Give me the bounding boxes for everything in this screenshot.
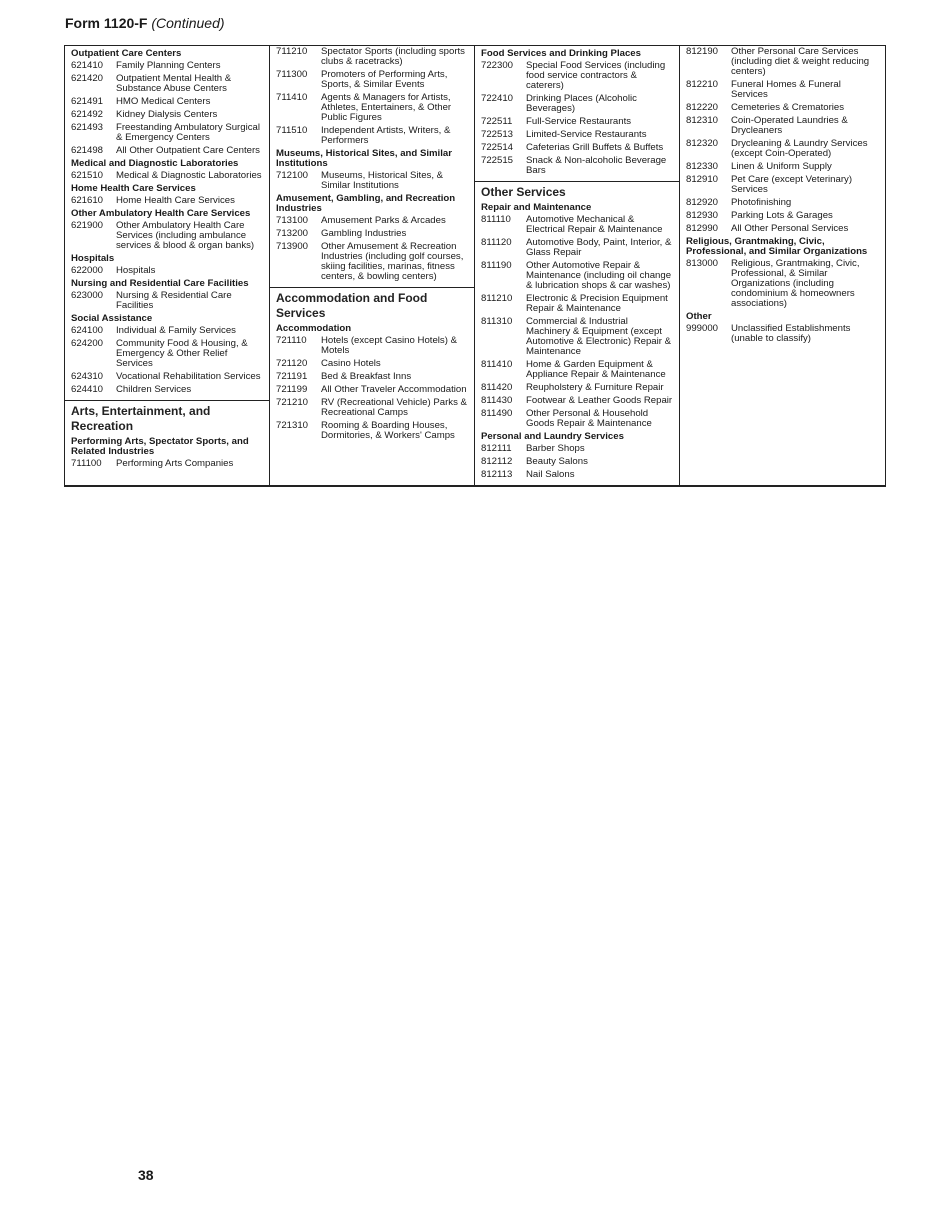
naics-code-table [64, 45, 886, 487]
code-row [686, 103, 880, 113]
code-row [276, 398, 469, 418]
naics-code: 721110 [276, 335, 307, 346]
subgroup-title: Religious, Grantmaking, Civic, Professional, and Similar Organizations [686, 236, 868, 257]
naics-code: 999000 [686, 323, 719, 334]
naics-code: 721199 [276, 384, 308, 395]
code-row [71, 385, 264, 395]
code-row [71, 97, 264, 107]
code-row [686, 211, 880, 221]
naics-code: 813000 [686, 258, 719, 269]
code-row [276, 216, 469, 226]
form-name: Form 1120-F [65, 15, 148, 31]
code-row [481, 130, 674, 140]
code-row [686, 324, 880, 344]
table-section [475, 46, 679, 181]
code-row [481, 261, 674, 291]
activity-description: Community Food & Housing, & Emergency & Other Relief Services [116, 338, 248, 369]
activity-description: Individual & Family Services [116, 325, 236, 336]
naics-code: 621510 [71, 170, 104, 181]
naics-code: 621491 [71, 96, 104, 107]
activity-description: Electronic & Precision Equipment Repair & Maintenance [526, 293, 668, 314]
code-row [71, 459, 264, 469]
activity-description: HMO Medical Centers [116, 96, 211, 107]
naics-code: 624200 [71, 338, 104, 349]
activity-description: Bed & Breakfast Inns [321, 371, 412, 382]
code-row [481, 156, 674, 176]
activity-description: All Other Traveler Accommodation [321, 384, 467, 395]
code-row [481, 117, 674, 127]
activity-description: Reupholstery & Furniture Repair [526, 382, 664, 393]
subgroup-title: Performing Arts, Spectator Sports, and Related Industries [71, 436, 249, 457]
naics-code: 812113 [481, 469, 513, 480]
activity-description: Children Services [116, 384, 192, 395]
code-row [686, 47, 880, 77]
activity-description: Special Food Services (including food service contractors & caterers) [526, 60, 666, 91]
activity-description: Kidney Dialysis Centers [116, 109, 218, 120]
table-section [270, 46, 474, 287]
table-section [680, 46, 885, 349]
activity-description: Photofinishing [731, 197, 792, 208]
code-row [276, 385, 469, 395]
code-row [71, 372, 264, 382]
activity-description: Independent Artists, Writers, & Performers [321, 125, 451, 146]
code-row [481, 238, 674, 258]
activity-description: Drycleaning & Laundry Services (except Coin-Operated) [731, 138, 868, 159]
subgroup-title: Social Assistance [71, 313, 153, 324]
naics-code: 712100 [276, 170, 309, 181]
activity-description: Vocational Rehabilitation Services [116, 371, 261, 382]
naics-code: 624410 [71, 384, 104, 395]
naics-code: 811490 [481, 408, 513, 419]
naics-code: 722511 [481, 116, 513, 127]
activity-description: Snack & Non-alcoholic Beverage Bars [526, 155, 667, 176]
activity-description: Cemeteries & Crematories [731, 102, 845, 113]
naics-code: 722410 [481, 93, 514, 104]
subgroup-title: Other Ambulatory Health Care Services [71, 208, 251, 219]
activity-description: Beauty Salons [526, 456, 588, 467]
major-heading: Other Services [481, 185, 566, 199]
activity-description: All Other Personal Services [731, 223, 849, 234]
naics-code: 811120 [481, 237, 512, 248]
activity-description: Pet Care (except Veterinary) Services [731, 174, 853, 195]
table-section [65, 46, 269, 400]
activity-description: RV (Recreational Vehicle) Parks & Recreational Camps [321, 397, 467, 418]
activity-description: Other Amusement & Recreation Industries (including golf courses, skiing facilities, marinas, fitness centers, & bowling centers) [321, 241, 464, 282]
code-row [481, 396, 674, 406]
table-section [65, 400, 269, 474]
activity-description: Religious, Grantmaking, Civic, Professional, & Similar Organizations (including condominium & homeowners associations) [731, 258, 860, 309]
code-row [481, 215, 674, 235]
activity-description: Hotels (except Casino Hotels) & Motels [321, 335, 457, 356]
code-row [71, 110, 264, 120]
table-section [475, 181, 679, 485]
activity-description: Museums, Historical Sites, & Similar Institutions [321, 170, 444, 191]
activity-description: Footwear & Leather Goods Repair [526, 395, 673, 406]
code-row [71, 146, 264, 156]
activity-description: Other Personal & Household Goods Repair & Maintenance [526, 408, 652, 429]
table-column [65, 46, 270, 485]
naics-code: 812210 [686, 79, 719, 90]
code-row [276, 47, 469, 67]
naics-code: 811310 [481, 316, 513, 327]
naics-code: 721191 [276, 371, 308, 382]
naics-code: 812190 [686, 46, 719, 57]
code-row [481, 317, 674, 357]
activity-description: Barber Shops [526, 443, 585, 454]
activity-description: Automotive Body, Paint, Interior, & Glass Repair [526, 237, 672, 258]
naics-code: 812920 [686, 197, 719, 208]
naics-code: 711510 [276, 125, 308, 136]
naics-code: 811410 [481, 359, 513, 370]
activity-description: Casino Hotels [321, 358, 381, 369]
naics-code: 812220 [686, 102, 719, 113]
code-row [276, 242, 469, 282]
activity-description: Cafeterias Grill Buffets & Buffets [526, 142, 664, 153]
naics-code: 812330 [686, 161, 719, 172]
form-header [65, 15, 225, 31]
naics-code: 722514 [481, 142, 514, 153]
code-row [686, 224, 880, 234]
naics-code: 721210 [276, 397, 309, 408]
naics-code: 811190 [481, 260, 512, 271]
code-row [276, 372, 469, 382]
activity-description: Commercial & Industrial Machinery & Equipment (except Automotive & Electronic) Repair & Maintenance [526, 316, 672, 357]
code-row [481, 457, 674, 467]
activity-description: Drinking Places (Alcoholic Beverages) [526, 93, 637, 114]
activity-description: Linen & Uniform Supply [731, 161, 832, 172]
naics-code: 624310 [71, 371, 104, 382]
subgroup-title: Accommodation [276, 323, 352, 334]
code-row [276, 336, 469, 356]
code-row [71, 291, 264, 311]
subgroup-title: Personal and Laundry Services [481, 431, 624, 442]
code-row [686, 259, 880, 309]
naics-code: 621610 [71, 195, 104, 206]
naics-code: 624100 [71, 325, 104, 336]
subgroup-title: Hospitals [71, 253, 115, 264]
code-row [71, 123, 264, 143]
activity-description: Full-Service Restaurants [526, 116, 632, 127]
naics-code: 812112 [481, 456, 513, 467]
activity-description: Rooming & Boarding Houses, Dormitories, & Workers' Camps [321, 420, 455, 441]
code-row [481, 294, 674, 314]
code-row [276, 171, 469, 191]
subgroup-title: Amusement, Gambling, and Recreation Industries [276, 193, 456, 214]
naics-code: 713200 [276, 228, 309, 239]
code-row [481, 94, 674, 114]
code-row [276, 70, 469, 90]
activity-description: Performing Arts Companies [116, 458, 234, 469]
naics-code: 812910 [686, 174, 719, 185]
code-row [71, 61, 264, 71]
activity-description: Unclassified Establishments (unable to classify) [731, 323, 851, 344]
code-row [481, 444, 674, 454]
major-heading: Arts, Entertainment, and Recreation [71, 404, 211, 433]
table-column [270, 46, 475, 485]
code-row [481, 383, 674, 393]
code-row [481, 143, 674, 153]
naics-code: 621493 [71, 122, 104, 133]
activity-description: Agents & Managers for Artists, Athletes, Entertainers, & Other Public Figures [321, 92, 452, 123]
naics-code: 812111 [481, 443, 512, 454]
activity-description: Nail Salons [526, 469, 575, 480]
subgroup-title: Museums, Historical Sites, and Similar Institutions [276, 148, 452, 169]
table-column [475, 46, 680, 485]
naics-code: 623000 [71, 290, 104, 301]
subgroup-title: Home Health Care Services [71, 183, 196, 194]
activity-description: Automotive Mechanical & Electrical Repair & Maintenance [526, 214, 663, 235]
naics-code: 722300 [481, 60, 514, 71]
code-row [71, 196, 264, 206]
subgroup-title: Repair and Maintenance [481, 202, 592, 213]
naics-code: 722513 [481, 129, 514, 140]
table-column [680, 46, 885, 485]
naics-code: 811430 [481, 395, 513, 406]
code-row [276, 93, 469, 123]
naics-code: 812320 [686, 138, 719, 149]
code-row [481, 409, 674, 429]
code-row [481, 470, 674, 480]
subgroup-title: Outpatient Care Centers [71, 48, 182, 59]
code-row [276, 359, 469, 369]
continued-label: (Continued) [151, 15, 225, 31]
naics-code: 622000 [71, 265, 104, 276]
naics-code: 721120 [276, 358, 308, 369]
code-row [71, 74, 264, 94]
activity-description: Parking Lots & Garages [731, 210, 833, 221]
naics-code: 811420 [481, 382, 513, 393]
activity-description: Medical & Diagnostic Laboratories [116, 170, 262, 181]
activity-description: Promoters of Performing Arts, Sports, & Similar Events [321, 69, 448, 90]
naics-code: 812990 [686, 223, 719, 234]
naics-code: 812310 [686, 115, 719, 126]
activity-description: Coin-Operated Laundries & Drycleaners [731, 115, 848, 136]
activity-description: Gambling Industries [321, 228, 407, 239]
subgroup-title: Other [686, 311, 712, 322]
code-row [686, 198, 880, 208]
code-row [71, 221, 264, 251]
code-row [686, 116, 880, 136]
subgroup-title: Medical and Diagnostic Laboratories [71, 158, 239, 169]
naics-code: 711100 [71, 458, 102, 469]
code-row [481, 61, 674, 91]
naics-code: 711410 [276, 92, 308, 103]
naics-code: 713100 [276, 215, 309, 226]
code-row [71, 326, 264, 336]
activity-description: Other Automotive Repair & Maintenance (including oil change & lubrication shops & car washes) [526, 260, 672, 291]
activity-description: Home Health Care Services [116, 195, 235, 206]
activity-description: Other Ambulatory Health Care Services (including ambulance services & blood & organ banks) [116, 220, 255, 251]
code-row [71, 171, 264, 181]
naics-code: 812930 [686, 210, 719, 221]
naics-code: 811110 [481, 214, 511, 225]
activity-description: Outpatient Mental Health & Substance Abuse Centers [116, 73, 232, 94]
activity-description: Nursing & Residential Care Facilities [116, 290, 232, 311]
code-row [686, 175, 880, 195]
naics-code: 621492 [71, 109, 104, 120]
major-heading: Accommodation and Food Services [276, 291, 428, 320]
subgroup-title: Food Services and Drinking Places [481, 48, 641, 59]
naics-code: 711300 [276, 69, 308, 80]
code-row [276, 421, 469, 441]
activity-description: Funeral Homes & Funeral Services [731, 79, 841, 100]
naics-code: 621900 [71, 220, 104, 231]
activity-description: Freestanding Ambulatory Surgical & Emergency Centers [116, 122, 260, 143]
naics-code: 811210 [481, 293, 513, 304]
naics-code: 713900 [276, 241, 309, 252]
activity-description: Family Planning Centers [116, 60, 221, 71]
code-row [686, 162, 880, 172]
code-row [71, 339, 264, 369]
subgroup-title: Nursing and Residential Care Facilities [71, 278, 249, 289]
activity-description: Spectator Sports (including sports clubs & racetracks) [321, 46, 465, 67]
activity-description: Other Personal Care Services (including diet & weight reducing centers) [731, 46, 870, 77]
naics-code: 711210 [276, 46, 308, 57]
activity-description: Limited-Service Restaurants [526, 129, 647, 140]
code-row [686, 139, 880, 159]
naics-code: 621410 [71, 60, 104, 71]
code-row [686, 80, 880, 100]
naics-code: 722515 [481, 155, 514, 166]
naics-code: 721310 [276, 420, 309, 431]
page-number: 38 [138, 1167, 154, 1183]
naics-code: 621498 [71, 145, 104, 156]
table-section [270, 287, 474, 446]
activity-description: Amusement Parks & Arcades [321, 215, 446, 226]
activity-description: All Other Outpatient Care Centers [116, 145, 260, 156]
code-row [481, 360, 674, 380]
code-row [71, 266, 264, 276]
naics-code: 621420 [71, 73, 104, 84]
activity-description: Hospitals [116, 265, 156, 276]
activity-description: Home & Garden Equipment & Appliance Repair & Maintenance [526, 359, 666, 380]
code-row [276, 126, 469, 146]
code-row [276, 229, 469, 239]
